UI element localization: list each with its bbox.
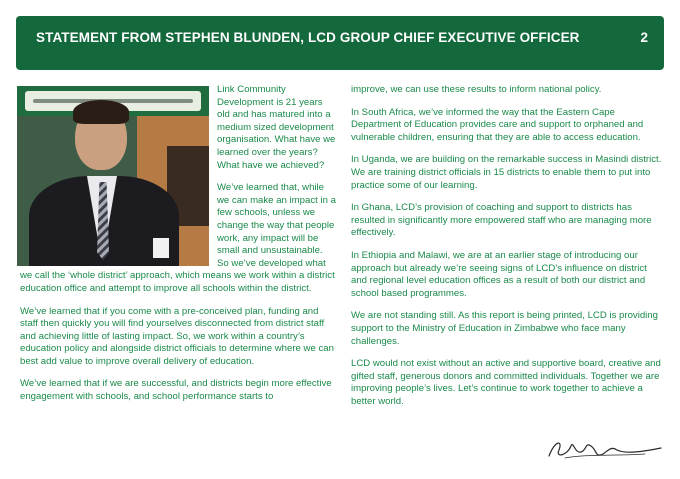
right-paragraph-4: In Ghana, LCD’s provision of coaching and support to districts has resulted in significantly more empowered staff who are managing more effectively.	[351, 202, 652, 239]
left-paragraph-3: We’ve learned that if you come with a pre-conceived plan, funding and staff then quickly you will find yourselves disconnected from district staff and achieving little of lasting impact. So, we work within a country’s education policy and alongside district officials to determine where we can best add value to improve overall delivery of education.	[20, 305, 334, 367]
right-paragraph-2: In South Africa, we’ve informed the way that the Eastern Cape Department of Education provides care and support to orphaned and vulnerable children, ensuring that they are able to access education.	[351, 106, 644, 143]
right-paragraph-6: We are not standing still. As this report is being printed, LCD is providing support to the Ministry of Education in Zimbabwe who face many challenges.	[351, 310, 658, 347]
page-header	[16, 16, 664, 70]
ceo-photo	[17, 86, 209, 266]
right-column	[351, 84, 663, 418]
left-paragraph-2: We’ve learned that, while we can make an impact in a few schools, unless we change the way that people work, any impact will be small and unsustainable. So we’ve developed what we call the ‘whole district’ approach, which means we work within a district education office and attempt to improve all schools within the district.	[20, 182, 336, 294]
right-paragraph-5: In Ethiopia and Malawi, we are at an earlier stage of introducing our approach but already we’re seeing signs of LCD’s influence on district and regional level education offices as a result of both our district and school based programmes.	[351, 249, 647, 299]
signature-image	[545, 436, 665, 462]
right-paragraph-1: improve, we can use these results to inform national policy.	[351, 84, 602, 95]
right-paragraph-3: In Uganda, we are building on the remarkable success in Masindi district. We are training district officials in 15 districts to enable them to put into practice some of our learning.	[351, 154, 662, 191]
left-paragraph-4: We’ve learned that if we are successful, and districts begin more effective engagement with schools, and school performance starts to	[20, 378, 332, 403]
left-paragraph-1: Link Community Development is 21 years old and has matured into a medium sized development organisation. What have we learned over the years? What have we achieved?	[217, 84, 336, 171]
person-hair	[73, 100, 129, 124]
name-badge	[153, 238, 169, 258]
page-number: 2	[640, 30, 648, 45]
page-title: STATEMENT FROM STEPHEN BLUNDEN, LCD GROUP CHIEF EXECUTIVE OFFICER	[36, 30, 580, 45]
left-column	[20, 84, 336, 414]
right-paragraph-7: LCD would not exist without an active and supportive board, creative and gifted staff, generous donors and committed individuals. Together we are improving people’s lives. Let’s continue to work together to achieve a better world.	[351, 358, 661, 407]
